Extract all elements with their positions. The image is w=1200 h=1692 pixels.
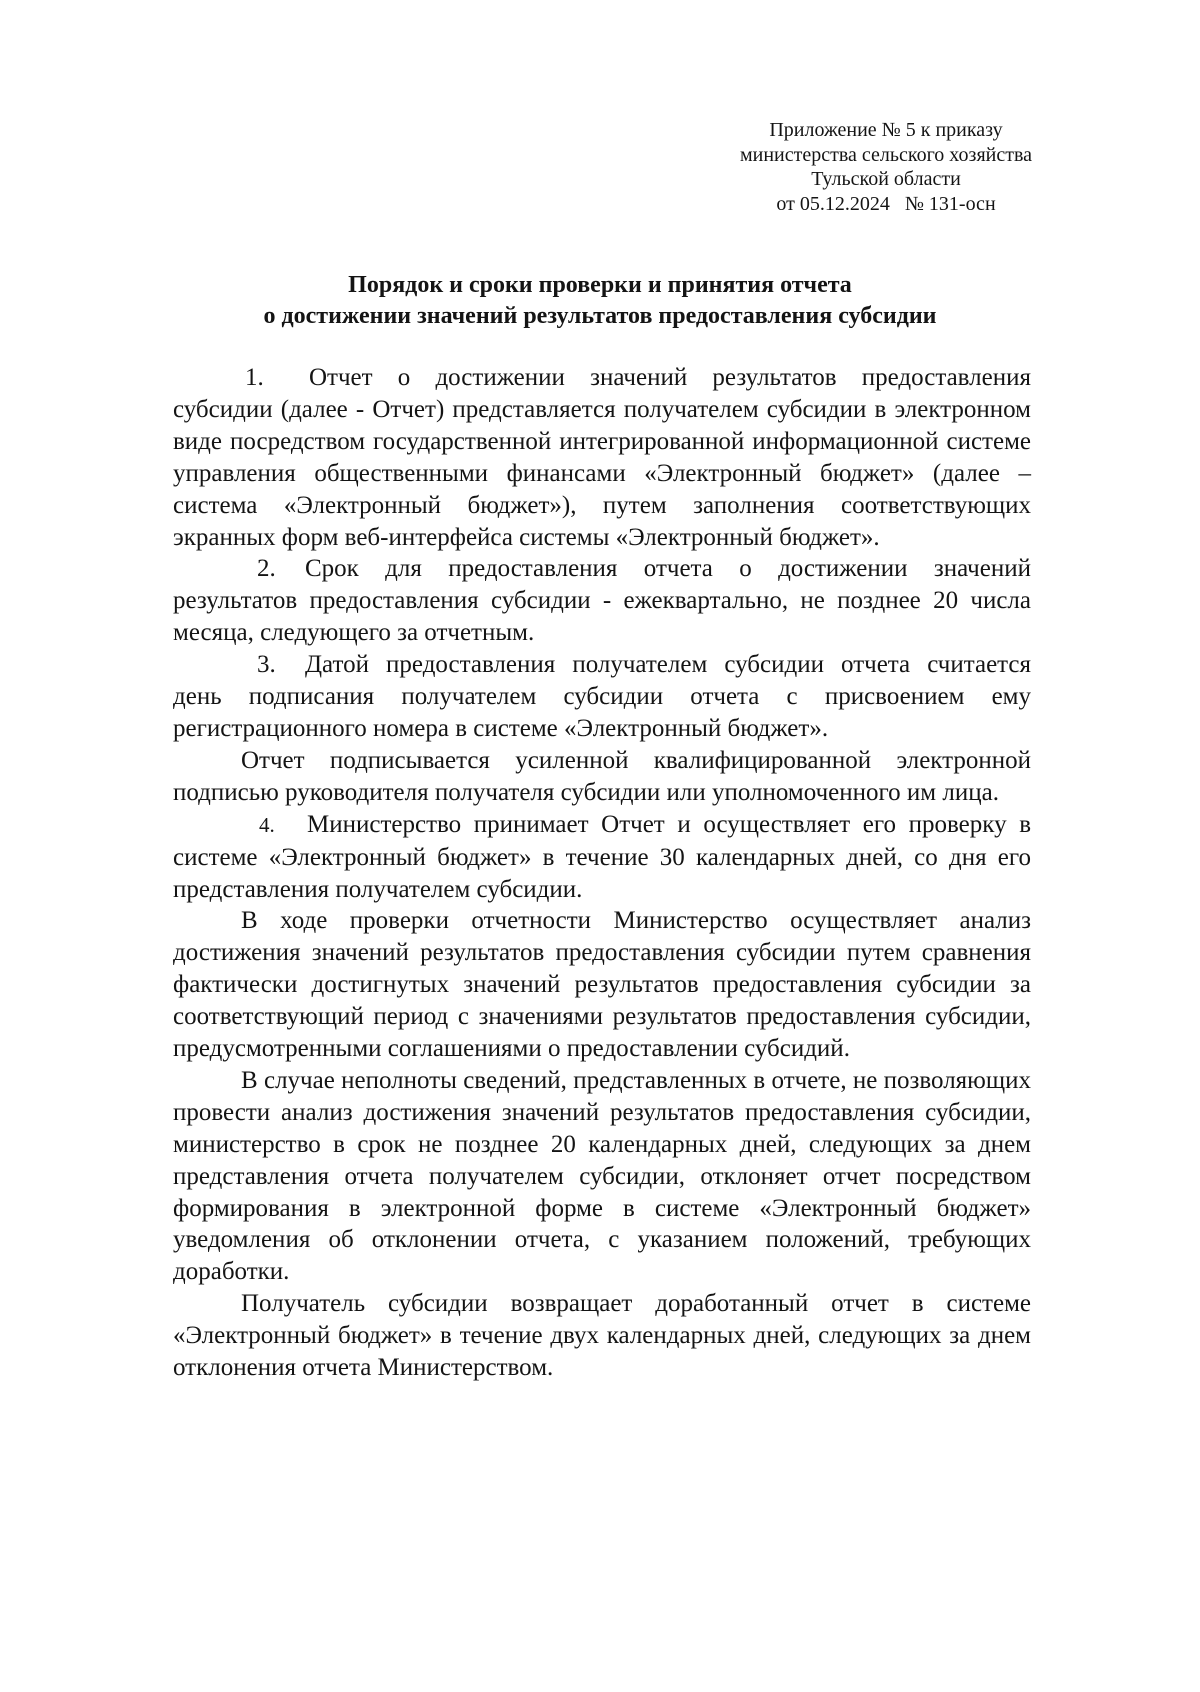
paragraph-text: Отчет о достижении значений результатов предоставления субсидии (далее - Отчет) представляется получателем субсидии в электронном виде посредством государственной интегрированной информационной системе управления общественными финансами «Электронный бюджет» (далее – система «Электронный бюджет»), путем заполнения соответствующих экранных форм веб-интерфейса системы «Электронный бюджет». <box>173 364 1031 551</box>
annex-line-4: от 05.12.2024 № 131-осн <box>776 192 996 215</box>
paragraph-number: 1. <box>245 364 264 391</box>
paragraph-number: 2. <box>257 555 276 583</box>
title-line-2: о достижении значений результатов предоставления субсидии <box>263 303 937 329</box>
paragraph-text: В ходе проверки отчетности Министерство осуществляет анализ достижения значений результатов предоставления субсидии путем сравнения фактически достигнутых значений результатов предоставления субсидии за соответствующий период с значениями результатов предоставления субсидии, предусмотренными соглашениями о предоставлении субсидий. <box>173 907 1031 1063</box>
document-title <box>160 270 1040 332</box>
paragraph-4-rejection <box>173 1065 1031 1288</box>
paragraph-text: Срок для предоставления отчета о достижении значений результатов предоставления субсидии - ежеквартально, не позднее 20 числа месяца, следующего за отчетным. <box>173 555 1031 647</box>
paragraph-2 <box>173 553 1031 649</box>
paragraph-3 <box>173 649 1031 745</box>
document-body <box>173 362 1031 1384</box>
annex-line-3: Тульской области <box>811 168 961 190</box>
paragraph-4-resubmission <box>173 1288 1031 1384</box>
annex-line-1: Приложение № 5 к приказу <box>769 119 1003 141</box>
paragraph-text: Отчет подписывается усиленной квалифицированной электронной подписью руководителя получателя субсидии или уполномоченного им лица. <box>173 746 1031 806</box>
paragraph-1 <box>173 362 1031 553</box>
annex-line-2: министерства сельского хозяйства <box>739 143 1033 166</box>
annex-header <box>718 118 1054 216</box>
paragraph-number: 3. <box>257 651 276 679</box>
paragraph-text: В случае неполноты сведений, представленных в отчете, не позволяющих провести анализ достижения значений результатов предоставления субсидии, министерство в срок не позднее 20 календарных дней, следующих за днем представления отчета получателем субсидии, отклоняет отчет посредством формирования в электронной форме в системе «Электронный бюджет» уведомления об отклонении отчета, с указанием положений, требующих доработки. <box>173 1066 1031 1286</box>
paragraph-3-signature <box>173 745 1031 809</box>
paragraph-text: Министерство принимает Отчет и осуществляет его проверку в системе «Электронный бюджет» в течение 30 календарных дней, со дня его представления получателем субсидии. <box>173 810 1031 903</box>
paragraph-4-analysis <box>173 905 1031 1065</box>
paragraph-text: Получатель субсидии возвращает доработанный отчет в системе «Электронный бюджет» в течение двух календарных дней, следующих за днем отклонения отчета Министерством. <box>173 1290 1031 1382</box>
paragraph-number: 4. <box>259 812 275 837</box>
paragraph-text: Датой предоставления получателем субсидии отчета считается день подписания получателем субсидии отчета с присвоением ему регистрационного номера в системе «Электронный бюджет». <box>173 651 1031 742</box>
paragraph-4 <box>173 809 1031 906</box>
title-line-1: Порядок и сроки проверки и принятия отчета <box>348 272 852 298</box>
